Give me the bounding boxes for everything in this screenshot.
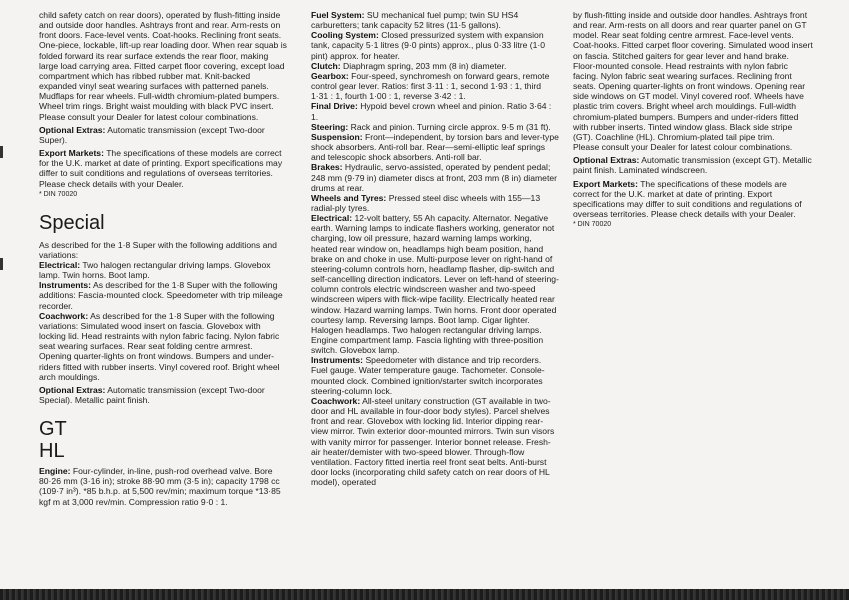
suspension: Suspension: Front—independent, by torsion bars and lever-type shock absorbers. Anti-roll bar. Rear—semi-elliptic leaf springs and telescopic shock absorbers. Anti-roll bar. [311,131,559,163]
steering: Steering: Rack and pinion. Turning circle approx. 9·5 m (31 ft). [311,121,551,132]
special-instruments: Instruments: As described for the 1·8 Super with the following additions: Fascia-mounted clock. Speedometer with trip mileage recorder. [39,280,283,311]
wheels-and-tyres: Wheels and Tyres: Pressed steel disc wheels with 155—13 radial-ply tyres. [311,192,541,213]
gt-hl-engine: Engine: Four-cylinder, in-line, push-rod overhead valve. Bore 80·26 mm (3·16 in); stroke 88·90 mm (3·5 in); capacity 1798 cc (109·7 in³). *85 b.h.p. at 5,500 rev/min; maximum torque *13·85 kgf m at 3,000 rev/min. Compression ratio 9·0 : 1. [39,466,281,507]
heading-gt: GT [39,418,67,441]
heading-special: Special [39,211,105,234]
special-optional-extras: Optional Extras: Automatic transmission (except Two-door Special). Metallic paint finish. [39,384,265,405]
brakes: Brakes: Hydraulic, servo-assisted, operated by pendent pedal; 248 mm (9·79 in) diameter discs at front, 203 mm (8 in) diameter drums at rear. [311,162,557,193]
export-markets-label: Export Markets: [573,178,638,189]
din-footnote: * DIN 70020 [39,190,78,198]
special-electrical: Electrical: Two halogen rectangular driving lamps. Glovebox lamp. Twin horns. Boot lamp. [39,259,271,281]
special-coachwork: Coachwork: As described for the 1·8 Super with the following variations: Simulated wood insert on fascia. Glovebox with locking lid. Head restraints with nylon fabric facing. Nylon fabric seat wearing surfaces. Rear seat folding centre armrest. Opening quarter-lights on front windows. Bumpers and under-riders fitted with rubber inserts. Vinyl covered roof. Bright wheel arch mouldings. [39,310,280,382]
special-intro: As described for the 1·8 Super with the following additions and variations: [39,239,277,260]
fuel-system: Fuel System: SU mechanical fuel pump; twin SU HS4 carburetters; tank capacity 52 litres (11·5 gallons). [311,10,519,31]
export-markets: Export Markets: The specifications of these models are correct for the U.K. market at date of printing. Export specifications may differ to suit conditions and regulations of overseas territories. Please check details with your Dealer. [573,178,802,219]
coachwork: Coachwork: All-steel unitary construction (GT available in two-door and HL available in four-door body styles). Parcel shelves front and rear. Glovebox with locking lid. Interior dipping rear-view mirror. Twin exterior door-mounted mirrors. Twin sun visors with vanity mirror for passenger. Interior bonnet release. Fresh-air heater/demister with two-speed blower. Through-flow ventilation. Factory fitted inertia reel front seat belts. Anti-burst door locks (incorporating child safety catch on rear doors of HL model), operated [311,395,555,488]
colour-consult-note: Please consult your Dealer for latest colour combinations. [39,111,259,122]
optional-extras-label: Optional Extras: [573,155,640,166]
cooling-system: Cooling System: Closed pressurized system with expansion tank, capacity 5·1 litres (9·0 pints) approx., plus 0·33 litre (1·0 pint) approx. for heater. [311,30,546,61]
export-markets-label: Export Markets: [39,148,104,159]
optional-extras: Optional Extras: Automatic transmission (except Two-door Super). [39,124,265,145]
column-middle [311,10,559,487]
final-drive: Final Drive: Hypoid bevel crown wheel and pinion. Ratio 3·64 : 1. [311,101,552,122]
scan-edge-mark [0,258,3,270]
colour-consult-note: Please consult your Dealer for latest colour combinations. [573,142,793,153]
gearbox: Gearbox: Four-speed, synchromesh on forward gears, remote control gear lever. Ratios: first 3·11 : 1, second 1·93 : 1, third 1·31 : 1, fourth 1·00 : 1, reverse 3·42 : 1. [311,70,550,102]
heading-hl: HL [39,440,65,463]
electrical: Electrical: 12-volt battery, 55 Ah capacity. Alternator. Negative earth. Warning lamps to indicate flashers working, generator not charging, low oil pressure, hazard warning lamps working, heated rear window on, headlamps high beam position, hand brake on and choke in use. Multi-purpose lever on right-hand of steering-column controls horn, headlamp flasher, dip-switch and self-cancelling direction indicators. Lever on left-hand of steering-column controls electric windscreen washer and two-speed windscreen wipers with flick-wipe facility. Electrically heated rear window. Hazard warning lamps. Twin horns. Front door operated courtesy lamp. Reversing lamps. Boot lamp. Cigar lighter. Halogen headlamps. Two halogen rectangular driving lamps. Engine compartment lamp. Fascia lighting with three-position switch. Glovebox lamp. [311,213,559,356]
coachwork-continued-gt-hl: by flush-fitting inside and outside door handles. Ashtrays front and rear. Arm-rests on all doors and rear quarter panel on GT model. Rear seat folding centre armrest. Face-level vents. Coat-hooks. Fitted carpet floor covering. Simulated wood insert on fascia. Stitched gaiters for gear lever and hand brake. Floor-mounted console. Head restraints with nylon fabric facing. Nylon fabric seat wearing surfaces. Reclining front seats. Opening quarter-lights on front windows. Opening rear side windows on GT model. Vinyl covered roof. Wheels have plastic trim covers. Bright wheel arch mouldings. Full-width chromium-plated bumpers. Bumpers and under-riders fitted with rubber inserts. Tinted window glass. Black side stripe (GT). Coachline (HL). Chromium-plated tail pipe trim. [573,10,813,142]
optional-extras: Optional Extras: Automatic transmission (except GT). Metallic paint finish. Laminated windscreen. [573,155,812,176]
coachwork-continued: child safety catch on rear doors), operated by flush-fitting inside and outside door handles. Ashtrays front and rear. Arm-rests on front doors. Face-level vents. Coat-hooks. Reclining front seats. One-piece, lockable, lift-up rear loading door. When rear squab is folded forward its rear surface extends the rear floor, making large load carrying area. Fitted carpet floor covering, except load compartment which has ribbed rubber mat. Knit-backed expanded vinyl seat wearing surfaces with patterned panels. Mudflaps for rear wheels. Full-width chromium-plated bumpers. Wheel trim rings. Bright waist moulding with black PVC insert. [39,10,287,112]
export-markets: Export Markets: The specifications of these models are correct for the U.K. market at date of printing. Export specifications may differ to suit conditions and regulations of overseas territories. Please check details with your Dealer. [39,148,283,189]
optional-extras-label: Optional Extras: [39,124,106,135]
din-footnote: * DIN 70020 [573,221,612,229]
scan-bottom-edge [0,589,849,600]
instruments: Instruments: Speedometer with distance and trip recorders. Fuel gauge. Water temperature gauge. Tachometer. Console-mounted clock. Combined ignition/starter switch incorporates steering-column lock. [311,355,545,396]
scan-edge-mark [0,146,3,158]
column-left [39,10,287,507]
column-right [573,10,813,229]
clutch: Clutch: Diaphragm spring, 203 mm (8 in) diameter. [311,60,507,71]
